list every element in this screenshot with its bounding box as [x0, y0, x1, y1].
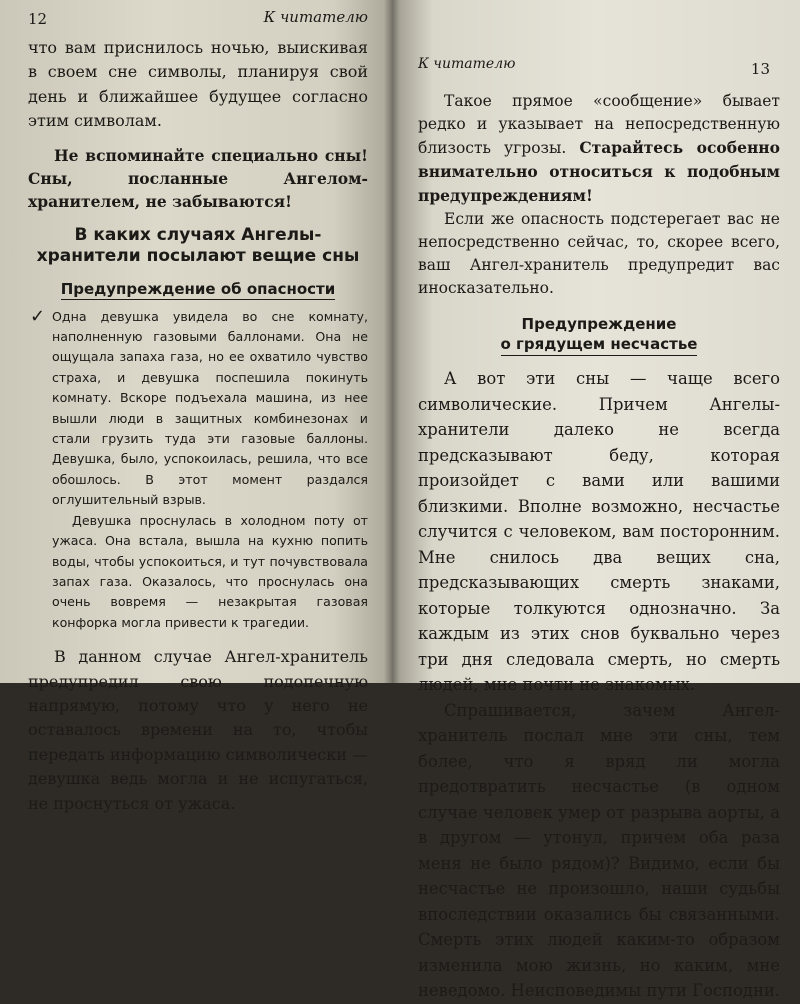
direct-message-bold: Старайтесь особенно внимательно относиться к подобным предупреждениям! — [418, 138, 780, 205]
running-title-right: К читателю — [418, 56, 516, 72]
intro-paragraph: что вам приснилось ночью, выискивая в своем сне символы, планируя свой день и ближайшее будущее согласно этим символам. — [28, 38, 368, 131]
direct-message-text: Такое прямое «сообщение» бывает редко и указывает на непосредственную близость угрозы. — [418, 92, 780, 157]
section-heading: В каких случаях Ангелы-хранители посылают вещие сны — [36, 224, 360, 266]
check-icon: ✓ — [30, 305, 46, 327]
left-running-head — [28, 10, 368, 36]
why-paragraph: Спрашивается, зачем Ангел-хранитель послал мне эти сны, тем более, что я вряд ли могла предотвратить несчастье (в одном случае человек умер от разрыва аорты, а в другом — утонул, причем оба раза меня не было рядом)? Видимо, если бы несчастье не произошло, наши судьбы впоследствии оказались бы связанными. Смерть этих людей каким-то образом изменила мою жизнь, но каким, мне неведомо. Неисповедимы пути Господни. — [418, 700, 781, 1000]
book-gutter — [384, 0, 400, 683]
sub-heading-misfortune — [418, 314, 780, 356]
sub-heading-danger — [28, 279, 368, 299]
story-paragraph-2: Девушка проснулась в холодном поту от ужаса. Она встала, вышла на кухню попить воды, чтобы успокоиться, и тут почувствовала запах газа. Оказалось, что проснулась она очень вовремя — незакрытая газовая конфорка могла привести к трагедии. — [52, 512, 368, 630]
page-number-right: 13 — [750, 60, 770, 78]
running-title-left: К читателю — [263, 8, 368, 26]
page-number-left: 12 — [28, 10, 48, 28]
conclusion-paragraph: В данном случае Ангел-хранитель предупредил свою подопечную напрямую, потому что у него не оставалось времени на то, чтобы передать информацию символически — девушка ведь могла и не испугаться, не проснуться от ужаса. — [28, 647, 368, 813]
sub-heading-misfortune-line2: о грядущем несчастье — [501, 334, 698, 356]
direct-message-paragraph — [418, 90, 780, 208]
symbolic-dreams-paragraph: А вот эти сны — чаще всего символические. Причем Ангелы-хранители далеко не всегда предсказывают беду, которая произойдет с вами или вашими близкими. Вполне возможно, несчастье случится с человеком, вам посторонним. Мне снилось два вещих сна, предсказывающих смерть знаками, которые толкуются однозначно. За каждым из этих снов буквально через три дня следовала смерть, но смерть людей, мне почти не знакомых. — [418, 369, 780, 694]
story-paragraph-1: Одна девушка увидела во сне комнату, наполненную газовыми баллонами. Она не ощущала запаха газа, но ее охватило чувство страха, и девушка поспешила покинуть комнату. Вскоре подъехала машина, из нее вышли люди в защитных комбинезонах и стали грузить туда эти газовые баллоны. Девушка, было, успокоилась, решила, что все обошлось. В этот момент раздался оглушительный взрыв. — [52, 308, 368, 508]
sub-heading-misfortune-line1: Предупреждение — [521, 315, 677, 333]
right-running-head — [418, 56, 780, 78]
warning-paragraph: Не вспоминайте специально сны! Сны, посланные Ангелом-хранителем, не забываются! — [28, 145, 368, 211]
story-block — [28, 307, 368, 634]
allegory-paragraph: Если же опасность подстерегает вас не непосредственно сейчас, то, скорее всего, ваш Ангел-хранитель предупредит вас иносказательно. — [418, 210, 780, 297]
right-page — [392, 0, 800, 1000]
sub-heading-danger-text: Предупреждение об опасности — [60, 279, 336, 298]
left-page — [0, 0, 392, 813]
